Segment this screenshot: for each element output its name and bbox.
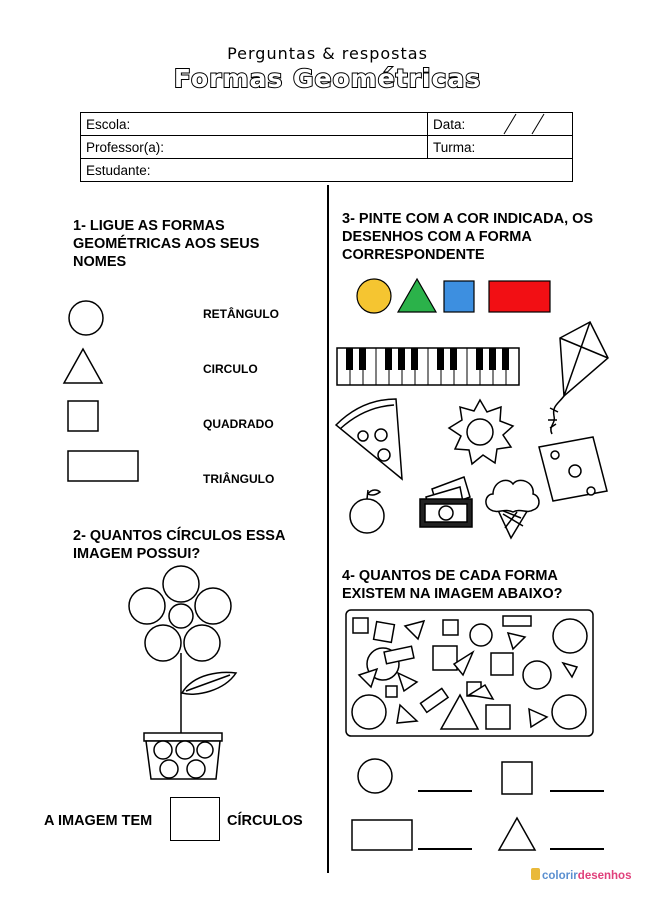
worksheet-title (0, 64, 655, 93)
dice-drawing (535, 435, 610, 505)
kite-drawing (540, 320, 610, 440)
piano-keyboard-drawing (336, 347, 521, 387)
q4-answer-square (502, 762, 532, 794)
class-label: Turma: (433, 139, 476, 155)
brand-icon (531, 868, 540, 880)
q1-shapes (60, 295, 210, 495)
worksheet-subtitle: Perguntas & respostas (227, 44, 428, 63)
school-field[interactable] (81, 113, 428, 136)
apple-drawing (346, 486, 391, 536)
worksheet-title-text: Formas Geométricas (173, 64, 482, 93)
q4-heading: 4- QUANTOS DE CADA FORMA EXISTEM NA IMAGEM ABAIXO? (342, 568, 563, 602)
ice-cream-cone-drawing (483, 472, 543, 542)
yellow-circle (357, 279, 391, 313)
brand-part2: desenhos (577, 870, 632, 882)
q1-square-shape (68, 401, 98, 431)
q4-answer-circle (358, 759, 392, 793)
q1-name-square: QUADRADO (203, 417, 274, 431)
q4-answer-line-square[interactable] (550, 790, 604, 792)
date-slashes (496, 113, 556, 135)
student-field[interactable] (81, 159, 573, 182)
q4-answer-rectangle (352, 820, 412, 850)
student-label: Estudante: (86, 162, 151, 178)
q2-answer-box[interactable] (170, 797, 220, 841)
q4-answer-shapes (350, 758, 600, 858)
flower-pot-drawing (124, 563, 244, 783)
q1-name-circle: CIRCULO (203, 362, 258, 376)
q1-rectangle-shape (68, 451, 138, 481)
q4-answer-triangle (499, 818, 535, 850)
q4-shapes-box (345, 609, 595, 739)
column-divider (327, 185, 329, 873)
student-info-table (80, 112, 573, 182)
pizza-slice-drawing (332, 393, 412, 483)
money-bills-drawing (418, 475, 478, 530)
q1-circle-shape (69, 301, 103, 335)
q4-answer-line-circle[interactable] (418, 790, 472, 792)
class-field[interactable] (428, 136, 573, 159)
q2-answer-prefix: A IMAGEM TEM (44, 813, 153, 829)
q4-answer-line-triangle[interactable] (550, 848, 604, 850)
q1-triangle-shape (64, 349, 102, 383)
q1-heading: 1- LIGUE AS FORMAS GEOMÉTRICAS AOS SEUS NOMES (73, 218, 260, 270)
q3-color-key (355, 276, 565, 316)
teacher-field[interactable] (81, 136, 428, 159)
teacher-label: Professor(a): (86, 139, 165, 155)
q1-name-triangle: TRIÂNGULO (203, 472, 275, 486)
q2-answer-suffix: CÍRCULOS (227, 813, 303, 829)
date-label: Data: (433, 116, 466, 132)
school-label: Escola: (86, 116, 131, 132)
sun-drawing (445, 398, 515, 468)
q2-heading: 2- QUANTOS CÍRCULOS ESSA IMAGEM POSSUI? (73, 528, 285, 562)
blue-square (444, 281, 474, 312)
q4-answer-line-rectangle[interactable] (418, 848, 472, 850)
q1-name-rectangle: RETÂNGULO (203, 307, 279, 321)
brand-logo (531, 868, 631, 882)
red-rectangle (489, 281, 550, 312)
date-field[interactable] (428, 113, 573, 136)
green-triangle (398, 279, 436, 312)
brand-part1: colorir (542, 870, 578, 882)
q3-heading: 3- PINTE COM A COR INDICADA, OS DESENHOS COM A FORMA CORRESPONDENTE (342, 211, 594, 263)
